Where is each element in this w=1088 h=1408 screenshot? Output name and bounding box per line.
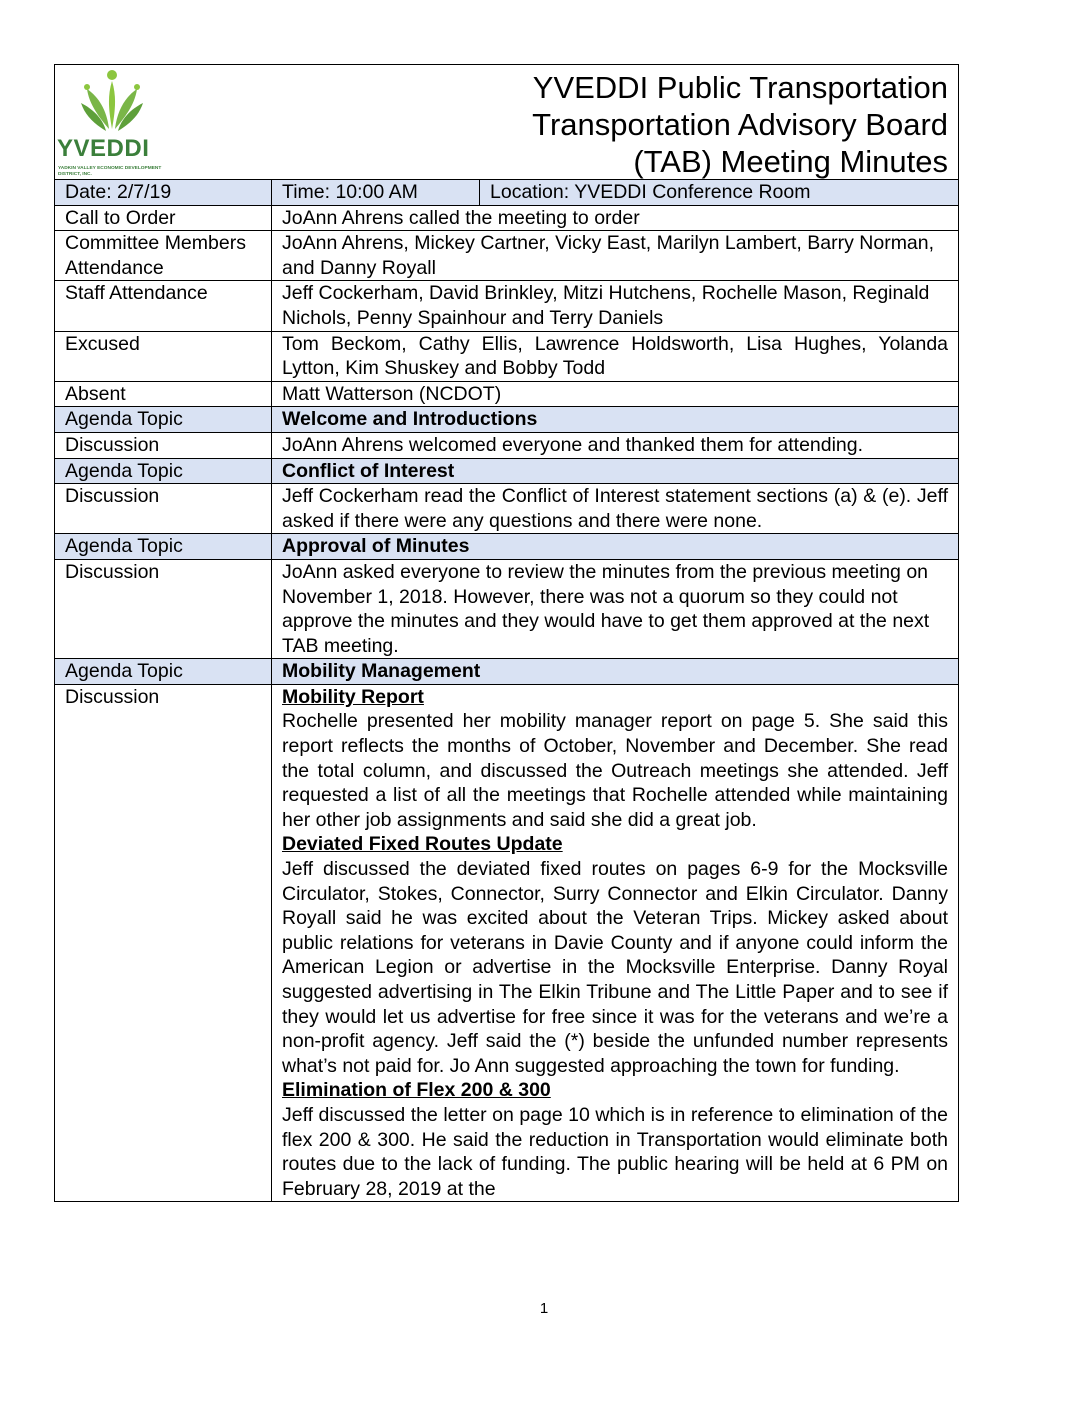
- row-value: JoAnn Ahrens, Mickey Cartner, Vicky East, Marilyn Lambert, Barry Norman, and Danny Royall: [272, 231, 959, 281]
- agenda-label: Agenda Topic: [55, 659, 272, 685]
- row-value: Matt Watterson (NCDOT): [272, 381, 959, 407]
- agenda-label: Agenda Topic: [55, 534, 272, 560]
- meta-row: [55, 180, 959, 206]
- row-value: Jeff Cockerham, David Brinkley, Mitzi Hutchens, Rochelle Mason, Reginald Nichols, Penny Spainhour and Terry Daniels: [272, 281, 959, 331]
- discussion-text: Jeff Cockerham read the Conflict of Interest statement sections (a) & (e). Jeff asked if there were any questions and there were none.: [272, 484, 959, 534]
- discussion-label: Discussion: [55, 432, 272, 458]
- discussion-row: [55, 559, 959, 658]
- discussion-text: JoAnn Ahrens welcomed everyone and thanked them for attending.: [272, 432, 959, 458]
- row-label: Committee Members Attendance: [55, 231, 272, 281]
- agenda-topic-row: [55, 458, 959, 484]
- yveddi-logo: [57, 67, 167, 177]
- call-to-order-row: [55, 205, 959, 231]
- agenda-title: Welcome and Introductions: [272, 407, 959, 433]
- time-cell: Time: 10:00 AM: [272, 180, 480, 206]
- section-text: Jeff discussed the letter on page 10 which is in reference to elimination of the flex 200 & 300. He said the reduction in Transportation would eliminate both routes due to the lack of funding. The public hearing will be held at 6 PM on February 28, 2019 at the: [282, 1103, 949, 1200]
- row-label: Absent: [55, 381, 272, 407]
- section-text: Rochelle presented her mobility manager report on page 5. She said this report reflects the months of October, November and December. She read the total column, and discussed the Outreach meetings she attended. Jeff requested a list of all the meetings that Rochelle attended while maintaining her other job assignments and said she did a great job.: [282, 710, 949, 831]
- section-heading: Elimination of Flex 200 & 300: [282, 1079, 551, 1102]
- row-label: Staff Attendance: [55, 281, 272, 331]
- discussion-label: Discussion: [55, 684, 272, 1201]
- absent-row: [55, 381, 959, 407]
- title-line-2: Transportation Advisory Board: [532, 107, 949, 142]
- minutes-table: [54, 64, 959, 1202]
- page-number: 1: [539, 1300, 549, 1317]
- agenda-title: Conflict of Interest: [272, 458, 959, 484]
- discussion-text: [272, 684, 959, 1201]
- discussion-label: Discussion: [55, 484, 272, 534]
- row-value: Tom Beckom, Cathy Ellis, Lawrence Holdsworth, Lisa Hughes, Yolanda Lytton, Kim Shuskey and Bobby Todd: [272, 331, 959, 381]
- agenda-label: Agenda Topic: [55, 458, 272, 484]
- header-cell: [55, 65, 959, 180]
- section-text: Jeff discussed the deviated fixed routes on pages 6-9 for the Mocksville Circulator, Stokes, Connector, Surry Connector and Elkin Circulator. Danny Royall said he was excited about the Veteran Trips. Mickey asked about public relations for veterans in Davie County and if anyone could inform the American Legion or advertise in the Mocksville Enterprise. Danny Royal suggested advertising in The Elkin Tribune and The Little Paper and to see if they would let us advertise for free since it was for the veterans and we’re a non-profit agency. Jeff said the (*) beside the unfunded number represents what’s not paid for. Jo Ann suggested approaching the town for funding.: [282, 858, 949, 1077]
- agenda-topic-row: [55, 407, 959, 433]
- date-cell: Date: 2/7/19: [55, 180, 272, 206]
- sprout-icon: [57, 67, 167, 137]
- logo-subtext: YADKIN VALLEY ECONOMIC DEVELOPMENT DISTRICT, INC.: [58, 166, 162, 177]
- discussion-text: JoAnn asked everyone to review the minutes from the previous meeting on November 1, 2018. However, there was not a quorum so they could not approve the minutes and they would have to get them approved at the next TAB meeting.: [272, 559, 959, 658]
- committee-members-row: [55, 231, 959, 281]
- discussion-label: Discussion: [55, 559, 272, 658]
- row-label: Call to Order: [55, 205, 272, 231]
- section-heading: Mobility Report: [282, 685, 424, 708]
- discussion-row: [55, 684, 959, 1201]
- section-heading: Deviated Fixed Routes Update: [282, 833, 563, 856]
- discussion-row: [55, 432, 959, 458]
- excused-row: [55, 331, 959, 381]
- row-label: Excused: [55, 331, 272, 381]
- title-line-1: YVEDDI Public Transportation: [532, 70, 949, 105]
- row-value: JoAnn Ahrens called the meeting to order: [272, 205, 959, 231]
- agenda-topic-row: [55, 534, 959, 560]
- location-cell: Location: YVEDDI Conference Room: [480, 180, 959, 206]
- agenda-title: Mobility Management: [272, 659, 959, 685]
- staff-attendance-row: [55, 281, 959, 331]
- document-title: [532, 69, 948, 180]
- logo-wordmark: YVEDDI: [57, 135, 150, 162]
- agenda-label: Agenda Topic: [55, 407, 272, 433]
- discussion-row: [55, 484, 959, 534]
- header-row: [55, 65, 959, 180]
- agenda-title: Approval of Minutes: [272, 534, 959, 560]
- title-line-3: (TAB) Meeting Minutes: [633, 144, 949, 179]
- agenda-topic-row: [55, 659, 959, 685]
